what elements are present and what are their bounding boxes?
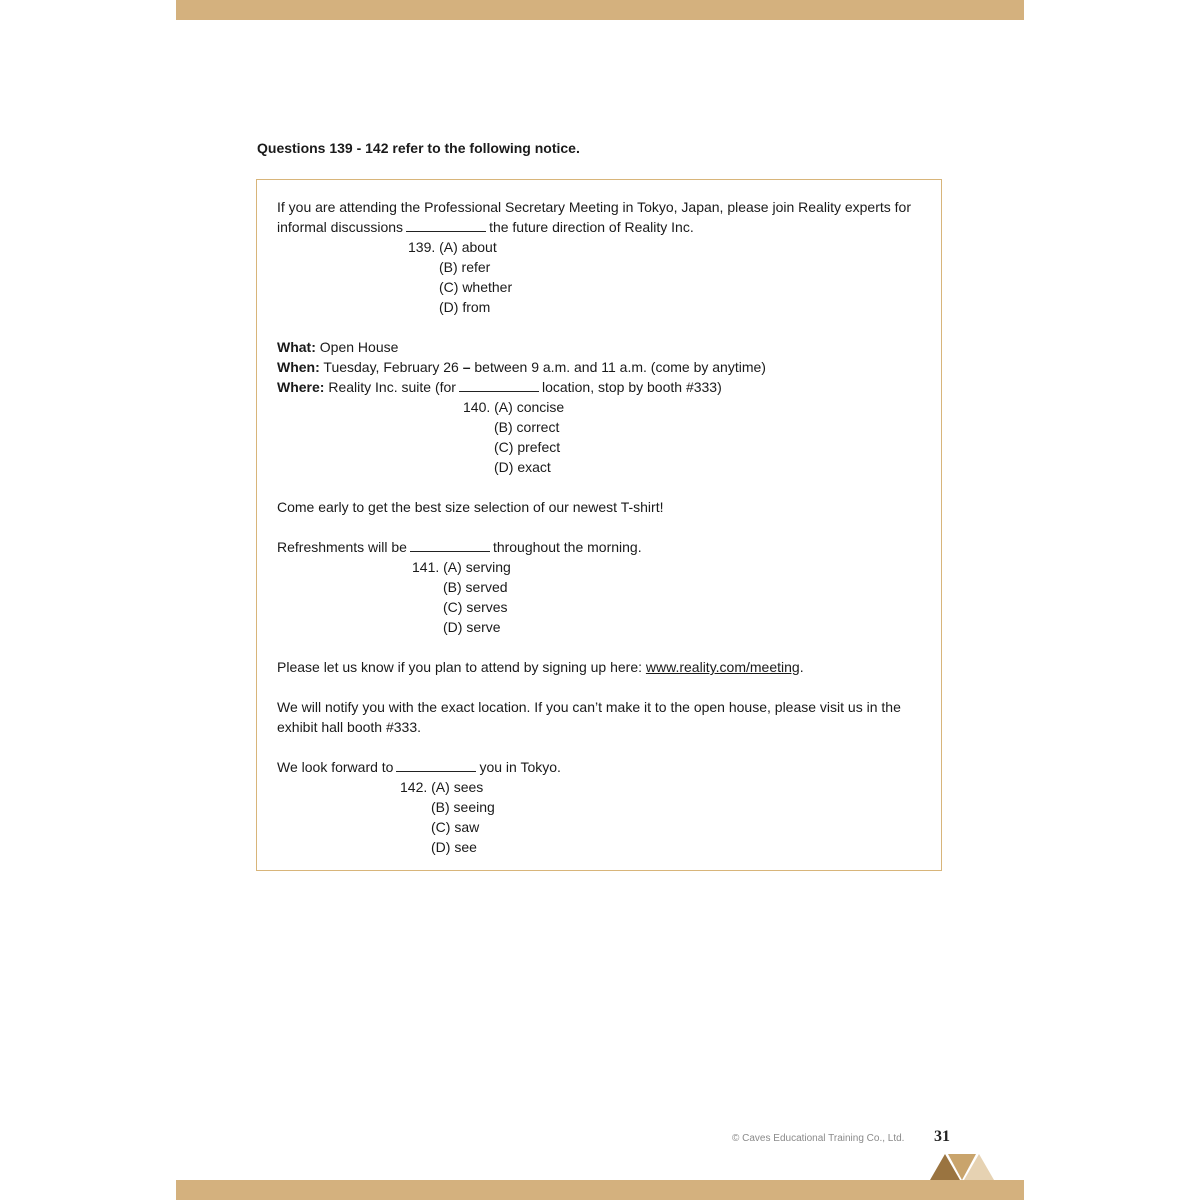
blank-142 — [396, 759, 476, 772]
intro-text: informal discussions — [277, 219, 404, 235]
intro-line-2 — [277, 217, 694, 237]
page-number: 31 — [934, 1128, 950, 1145]
option-c: (C) whether — [439, 279, 513, 295]
refreshments-text-after: throughout the morning. — [492, 539, 642, 555]
blank-139 — [406, 219, 486, 232]
what-value: Open House — [319, 339, 399, 355]
refreshments-text: Refreshments will be — [277, 539, 407, 555]
bottom-accent-bar — [176, 1180, 1024, 1200]
tshirt-line: Come early to get the best size selection of our newest T-shirt! — [277, 499, 664, 515]
signup-link[interactable]: www.reality.com/meeting — [645, 659, 800, 675]
when-rest: between 9 a.m. and 11 a.m. (come by anytime) — [474, 359, 766, 375]
question-140 — [463, 397, 564, 417]
when-value: Tuesday, February 26 — [323, 359, 459, 375]
triangles-logo-icon — [928, 1150, 1008, 1180]
what-label: What: — [277, 339, 316, 355]
refreshments-line — [277, 537, 642, 557]
question-141 — [412, 557, 511, 577]
when-dash: – — [458, 359, 475, 375]
option-a: (A) sees — [431, 779, 484, 795]
closing-text-after: you in Tokyo. — [479, 759, 561, 775]
when-line — [277, 357, 766, 377]
where-label: Where: — [277, 379, 325, 395]
where-line — [277, 377, 722, 397]
what-line — [277, 337, 398, 357]
document-page — [176, 0, 1024, 1200]
copyright-text: © Caves Educational Training Co., Ltd. — [732, 1133, 905, 1144]
option-a: (A) about — [439, 239, 497, 255]
when-label: When: — [277, 359, 320, 375]
section-heading: Questions 139 - 142 refer to the following notice. — [257, 140, 580, 156]
question-139 — [408, 237, 497, 257]
question-number: 139. — [408, 239, 436, 255]
option-b: (B) served — [443, 579, 508, 595]
option-d: (D) exact — [494, 459, 551, 475]
blank-141 — [410, 539, 490, 552]
notify-line-1: We will notify you with the exact location. If you can’t make it to the open house, please visit us in the — [277, 699, 901, 715]
option-b: (B) correct — [494, 419, 560, 435]
question-142 — [400, 777, 483, 797]
option-d: (D) from — [439, 299, 491, 315]
question-number: 141. — [412, 559, 440, 575]
option-b: (B) seeing — [431, 799, 495, 815]
intro-line-1: If you are attending the Professional Secretary Meeting in Tokyo, Japan, please join Reality experts for — [277, 199, 911, 215]
option-c: (C) prefect — [494, 439, 561, 455]
notice-box — [256, 179, 942, 871]
option-c: (C) saw — [431, 819, 480, 835]
closing-line — [277, 757, 561, 777]
blank-140 — [459, 379, 539, 392]
closing-text: We look forward to — [277, 759, 394, 775]
option-b: (B) refer — [439, 259, 491, 275]
notify-line-2: exhibit hall booth #333. — [277, 719, 421, 735]
signup-line — [277, 657, 804, 677]
question-number: 140. — [463, 399, 491, 415]
intro-text-after: the future direction of Reality Inc. — [489, 219, 694, 235]
question-number: 142. — [400, 779, 428, 795]
option-a: (A) serving — [443, 559, 511, 575]
top-accent-bar — [176, 0, 1024, 20]
option-c: (C) serves — [443, 599, 508, 615]
signup-text: Please let us know if you plan to attend by signing up here: — [277, 659, 643, 675]
option-a: (A) concise — [494, 399, 565, 415]
option-d: (D) serve — [443, 619, 501, 635]
option-d: (D) see — [431, 839, 477, 855]
signup-period: . — [799, 659, 804, 675]
where-text: Reality Inc. suite (for — [328, 379, 456, 395]
where-text-after: location, stop by booth #333) — [541, 379, 722, 395]
